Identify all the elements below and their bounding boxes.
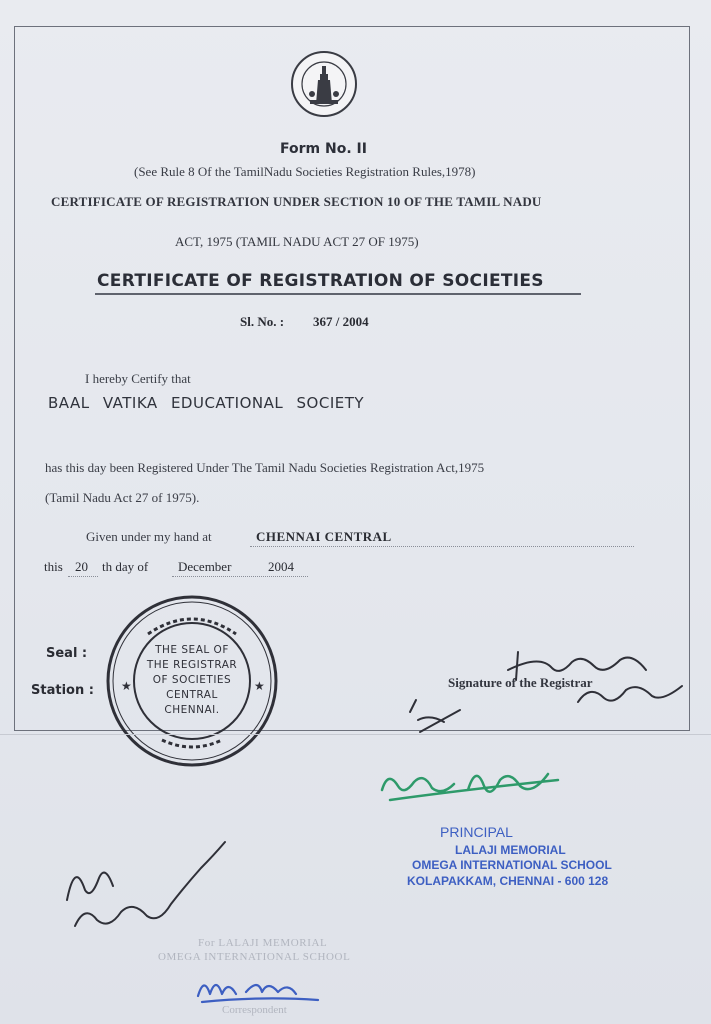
attested-signature-icon: [55, 820, 245, 940]
place-value: CHENNAI CENTRAL: [256, 529, 392, 544]
principal-line-1: LALAJI MEMORIAL: [455, 843, 566, 857]
station-label: Station :: [31, 683, 94, 698]
seal-line-3: OF SOCIETIES: [152, 674, 232, 686]
date-day: 20: [75, 559, 88, 574]
correspondent-line-2: OMEGA INTERNATIONAL SCHOOL: [158, 951, 351, 963]
svg-text:★: ★: [254, 679, 265, 693]
serial-label: Sl. No. :: [240, 314, 285, 329]
day-dotted-line: [68, 576, 98, 577]
place-dotted-line: [250, 546, 634, 547]
certificate-under-line-2: ACT, 1975 (TAMIL NADU ACT 27 OF 1975): [175, 234, 419, 249]
correspondent-signature-icon: [192, 970, 332, 1006]
date-th-label: th day of: [102, 559, 149, 574]
society-name: BAAL VATIKA EDUCATIONAL SOCIETY: [48, 394, 365, 412]
main-title: CERTIFICATE OF REGISTRATION OF SOCIETIES: [97, 271, 544, 291]
rule-note: (See Rule 8 Of the TamilNadu Societies Registration Rules,1978): [134, 164, 476, 179]
certify-text: I hereby Certify that: [85, 371, 191, 386]
title-underline: [95, 293, 581, 295]
seal-label: Seal :: [46, 646, 88, 661]
form-title: Form No. II: [280, 141, 367, 157]
date-year: 2004: [268, 559, 294, 574]
page-fold: [0, 734, 711, 735]
tamilnadu-emblem-icon: [290, 50, 358, 118]
green-signature-icon: [372, 760, 572, 810]
principal-title: PRINCIPAL: [440, 824, 513, 840]
svg-text:★: ★: [121, 679, 132, 693]
serial-value: 367 / 2004: [313, 314, 369, 329]
registered-line-1: has this day been Registered Under The Tamil Nadu Societies Registration Act,1975: [45, 460, 485, 475]
month-year-dotted-line: [172, 576, 308, 577]
seal-line-5: CHENNAI.: [164, 704, 220, 716]
correspondent-line-1: For LALAJI MEMORIAL: [198, 937, 328, 949]
certificate-under-line-1: CERTIFICATE OF REGISTRATION UNDER SECTION 10 OF THE TAMIL NADU: [51, 194, 542, 209]
seal-line-2: THE REGISTRAR: [146, 659, 238, 671]
registrar-seal-stamp: [104, 594, 280, 768]
date-month: December: [178, 559, 232, 574]
seal-line-4: CENTRAL: [166, 689, 218, 701]
registrar-signature-icon: [400, 640, 700, 740]
principal-line-2: OMEGA INTERNATIONAL SCHOOL: [412, 858, 612, 872]
given-label: Given under my hand at: [86, 529, 212, 544]
registered-line-2: (Tamil Nadu Act 27 of 1975).: [45, 490, 200, 505]
registrar-signature-label: Signature of the Registrar: [448, 675, 593, 690]
principal-line-3: KOLAPAKKAM, CHENNAI - 600 128: [407, 874, 609, 888]
correspondent-title: Correspondent: [222, 1004, 287, 1016]
date-this-label: this: [44, 559, 63, 574]
seal-line-1: THE SEAL OF: [155, 644, 229, 656]
